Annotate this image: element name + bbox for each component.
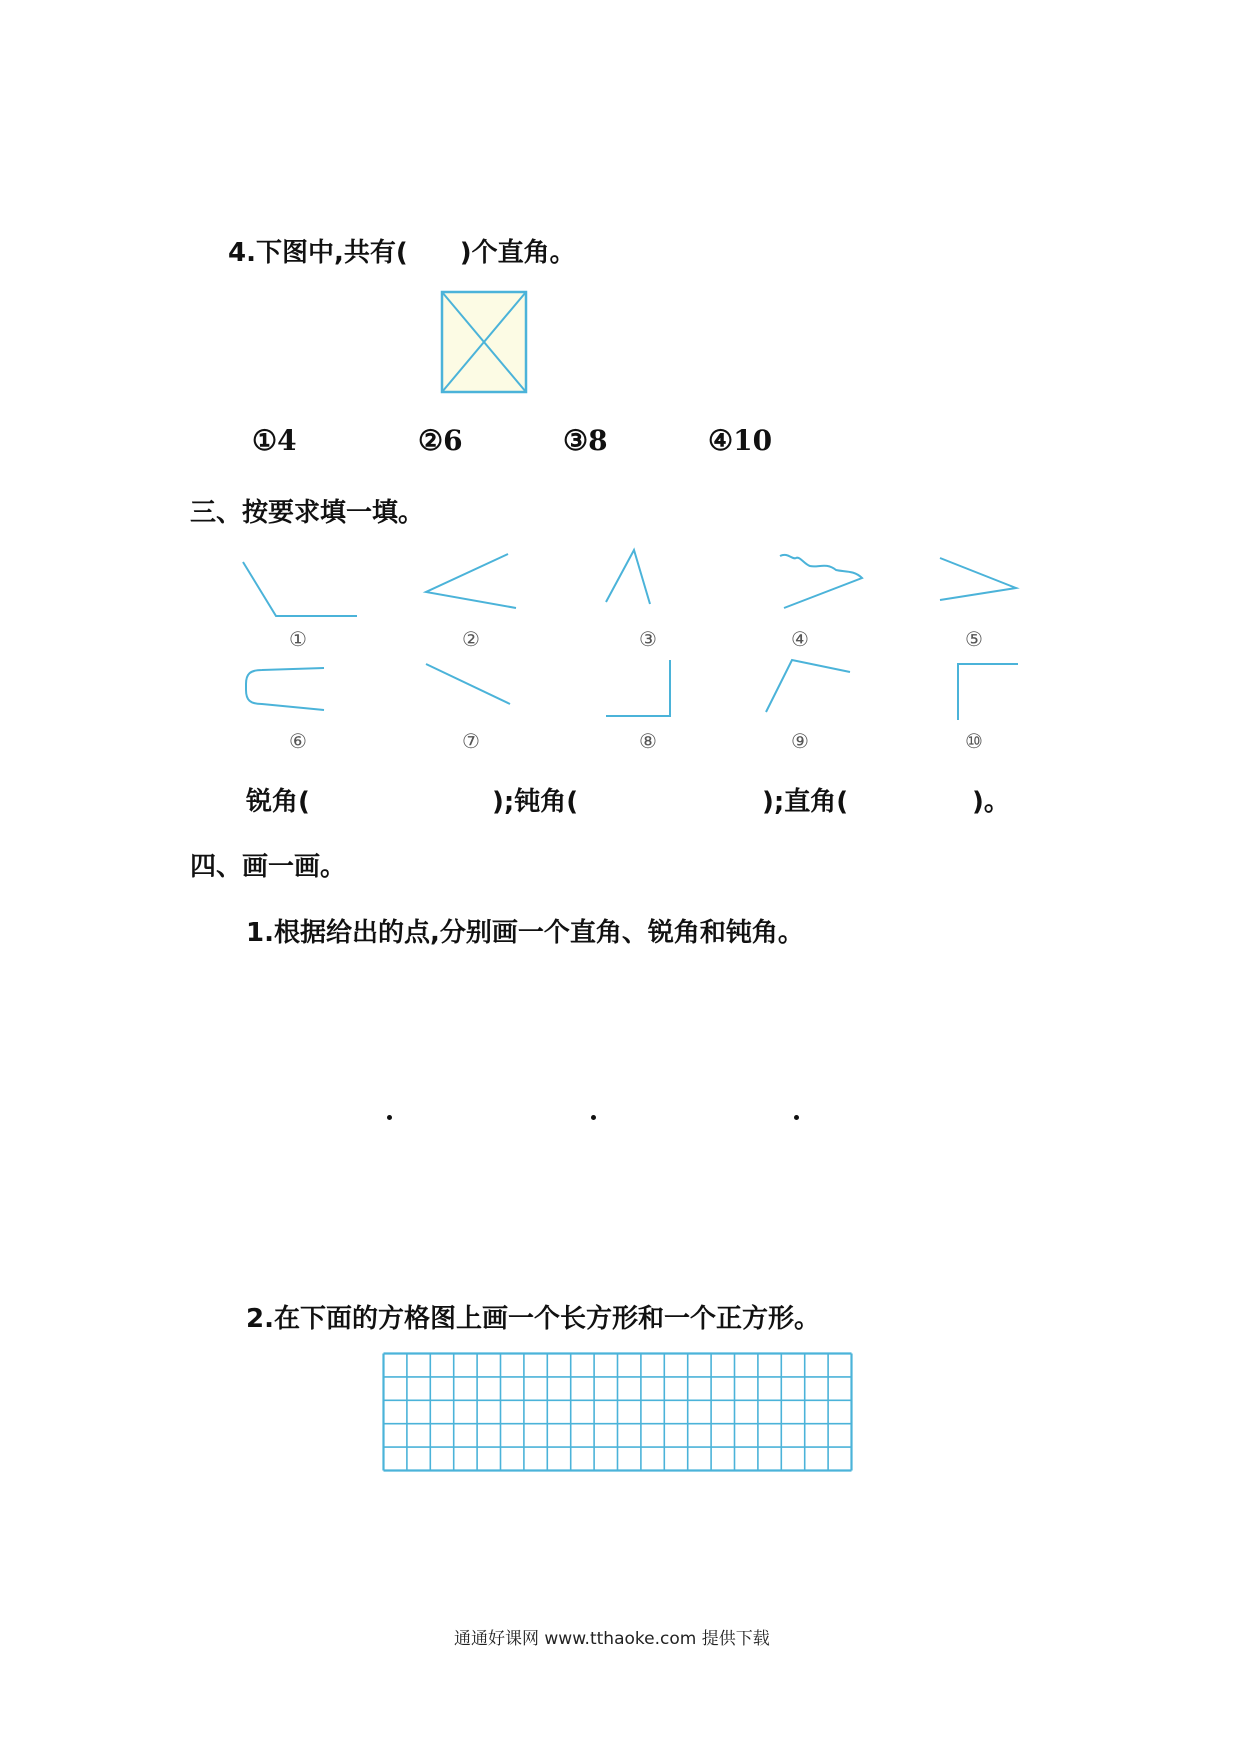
section-3-heading: 三、按要求填一填。 xyxy=(190,498,425,528)
angle-label-4: ④ xyxy=(791,627,809,651)
acute-answer-blank[interactable] xyxy=(322,784,492,814)
drawing-question-1: 1.根据给出的点,分别画一个直角、锐角和钝角。 xyxy=(246,918,804,948)
acute-answer-label: 锐角( xyxy=(246,787,310,817)
angle-figure-1 xyxy=(240,558,360,628)
angle-label-8: ⑧ xyxy=(639,729,657,753)
angle-figure-10 xyxy=(952,660,1022,730)
question-4-text: 4.下图中,共有( )个直角。 xyxy=(228,238,576,268)
angle-figure-4 xyxy=(774,548,874,618)
angle-figure-2 xyxy=(420,550,520,620)
drawing-question-2: 2.在下面的方格图上画一个长方形和一个正方形。 xyxy=(246,1304,820,1334)
rectangle-diagonals-figure xyxy=(440,290,530,396)
angle-label-1: ① xyxy=(289,627,307,651)
right-answer-label: );直角( xyxy=(762,787,849,817)
angle-label-9: ⑨ xyxy=(791,729,809,753)
angle-label-6: ⑥ xyxy=(289,729,307,753)
option-4[interactable]: ④10 xyxy=(708,424,773,457)
section-4-heading: 四、画一画。 xyxy=(190,852,347,882)
given-point-3[interactable] xyxy=(794,1115,799,1120)
angle-label-2: ② xyxy=(462,627,480,651)
square-grid[interactable] xyxy=(382,1352,854,1470)
angle-figure-7 xyxy=(420,658,520,718)
option-1[interactable]: ①4 xyxy=(252,424,297,457)
angle-figure-5 xyxy=(936,554,1036,614)
angle-label-3: ③ xyxy=(639,627,657,651)
angle-figure-9 xyxy=(760,656,870,726)
angle-figure-8 xyxy=(600,656,680,726)
obtuse-answer-label: );钝角( xyxy=(492,787,579,817)
given-point-1[interactable] xyxy=(387,1115,392,1120)
angle-label-7: ⑦ xyxy=(462,729,480,753)
angle-figure-6 xyxy=(240,662,340,722)
right-answer-blank[interactable] xyxy=(860,784,970,814)
obtuse-answer-blank[interactable] xyxy=(590,784,760,814)
option-2[interactable]: ②6 xyxy=(418,424,463,457)
angle-label-5: ⑤ xyxy=(965,627,983,651)
footer-text: 通通好课网 www.tthaoke.com 提供下载 xyxy=(454,1629,770,1649)
option-3[interactable]: ③8 xyxy=(563,424,608,457)
answer-line-end: )。 xyxy=(972,787,1010,817)
given-point-2[interactable] xyxy=(591,1115,596,1120)
angle-figure-3 xyxy=(602,544,682,614)
angle-label-10: ⑩ xyxy=(965,729,983,753)
